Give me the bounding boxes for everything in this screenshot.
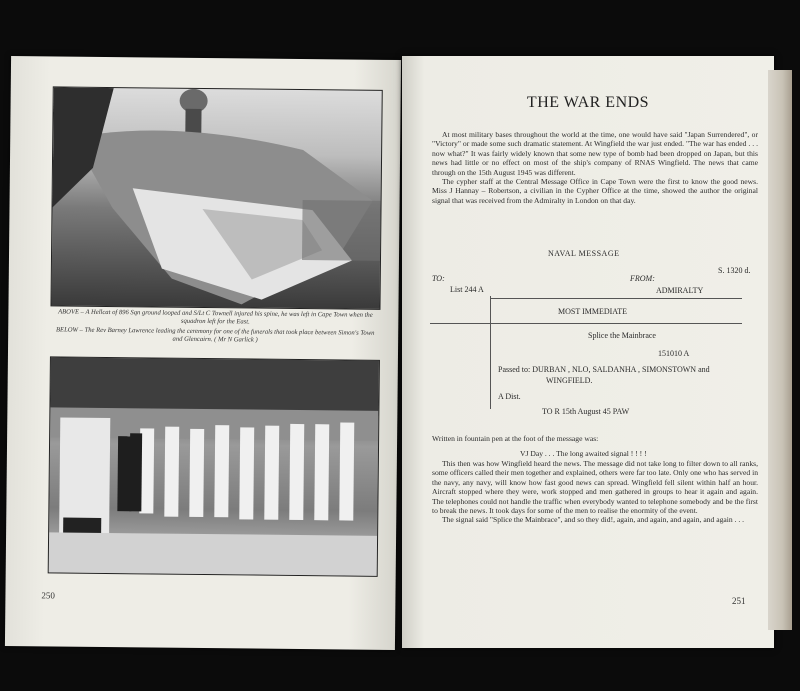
message-serial: S. 1320 d. xyxy=(718,266,751,275)
page-number-right: 251 xyxy=(732,596,746,606)
closing-text xyxy=(432,459,758,525)
passed-to-line-1: Passed to: DURBAN , NLO, SALDANHA , SIMONSTOWN and xyxy=(498,365,710,374)
message-vertical-rule xyxy=(490,296,491,409)
page-number-left: 250 xyxy=(41,590,56,601)
book-cover-edge xyxy=(768,70,792,630)
distribution: A Dist. xyxy=(498,392,521,401)
message-time-group: 151010 A xyxy=(658,349,690,358)
caption-above: ABOVE – A Hellcat of 896 Sqn ground looped and S/Lt C Townell injured his spine, he was left in Cape Town when the squadron left for the East. xyxy=(58,308,373,326)
passed-to-line-2: WINGFIELD. xyxy=(546,376,593,385)
crashed-aircraft-photo xyxy=(50,86,382,309)
funeral-ceremony-photo xyxy=(48,356,380,576)
from-label: FROM: xyxy=(630,274,655,283)
to-label: TO: xyxy=(432,274,445,283)
paragraph-4: The signal said "Splice the Mainbrace", and so they did!, again, and again, and again, and again . . . xyxy=(442,515,745,525)
paragraph-1: At most military bases throughout the world at the time, one would have said "Japan Surrendered", or "Victory" or made some such dramatic statement. At Wingfield the war just ended. "The war has ended . . . now what?" It was fairly widely known that some new type of bomb had been dropped on Japan, but this news had little or no effect on most of the ship's company of RNAS Wingfield. The news that came through on the 15th August 1945 was different. xyxy=(432,130,758,177)
message-top-rule xyxy=(490,298,742,299)
paragraph-2: The cypher staff at the Central Message Office in Cape Town were the first to know the good news. Miss J Hannay – Robertson, a civilian in the Cypher Office at the time, showed the author the original signal that was received from the Admiralty in London on that day. xyxy=(432,177,758,205)
message-header: NAVAL MESSAGE xyxy=(548,249,620,258)
caption-below: BELOW – The Rev Barney Lawrence leading the ceremony for one of the funerals that took place between Simon's Town and Glencairn. ( Mr N Garlick ) xyxy=(55,326,375,344)
message-priority: MOST IMMEDIATE xyxy=(558,307,627,316)
to-r-line: TO R 15th August 45 PAW xyxy=(542,407,630,416)
vj-day-line: VJ Day . . . The long awaited signal ! ! ! ! xyxy=(520,449,647,458)
left-page xyxy=(5,56,401,650)
message-mid-rule xyxy=(430,323,742,324)
paragraph-3: This then was how Wingfield heard the news. The message did not take long to filter down to all ranks, some officers called their men together and explained, others were far too late. Only one who has served in the navy, any navy, will know how fast good news can spread. Wingfield fell silent within half an hour. Aircraft stopped where they were, work stopped and men gathered in groups to hear it again and again. The telephones could not handle the traffic when everybody wanted to telephone somebody and be the first to break the news. It took days for some of the men to realise the enormity of the event. xyxy=(432,459,758,516)
right-page xyxy=(402,56,774,648)
message-text: Splice the Mainbrace xyxy=(588,331,656,340)
to-value: List 244 A xyxy=(450,285,484,294)
from-value: ADMIRALTY xyxy=(656,286,704,295)
chapter-title: THE WAR ENDS xyxy=(526,94,650,111)
intro-text xyxy=(432,130,758,205)
footnote-intro: Written in fountain pen at the foot of the message was: xyxy=(432,434,599,443)
